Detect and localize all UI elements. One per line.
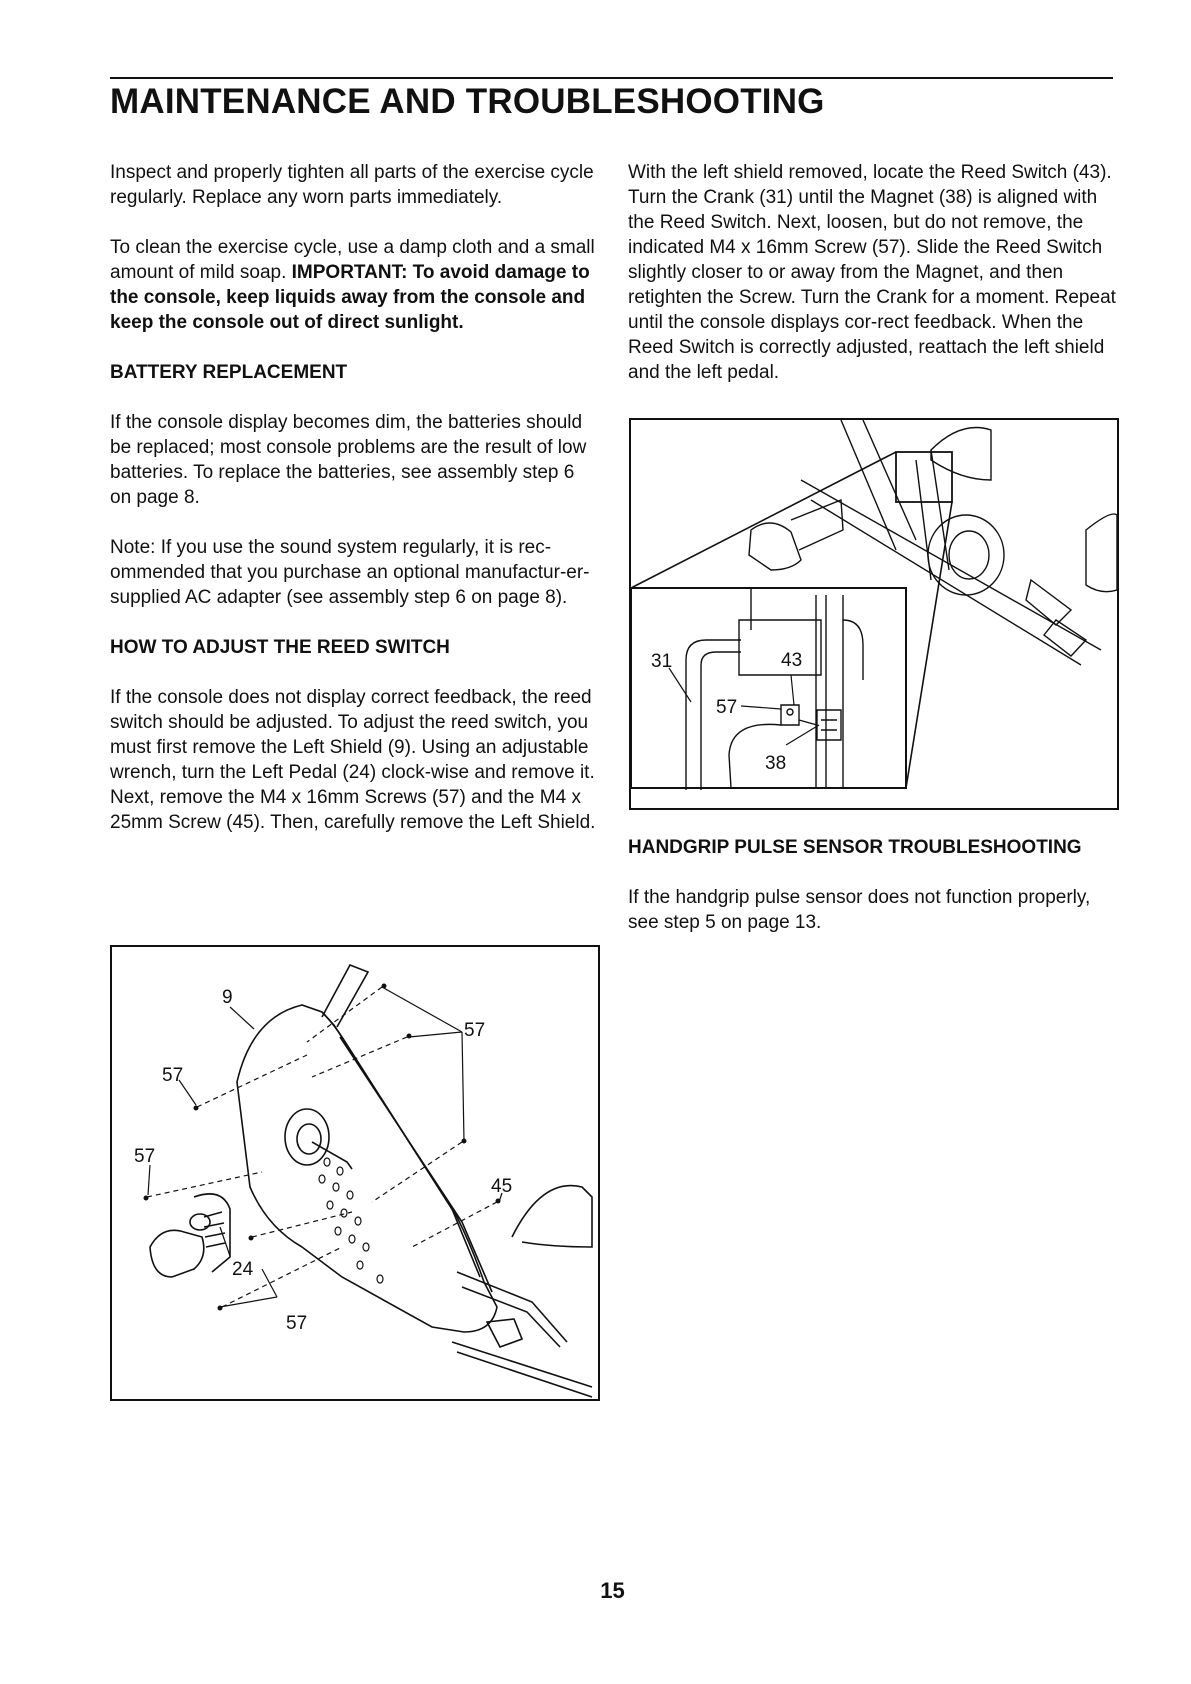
important-warning: IMPORTANT: To avoid damage to the console, keep liquids away from the console and keep the console out of direct sunlight. [110, 262, 590, 333]
battery-heading: BATTERY REPLACEMENT [110, 362, 348, 383]
page-title: MAINTENANCE AND TROUBLESHOOTING [110, 82, 825, 121]
seat-shape [512, 1186, 592, 1247]
shield-holes [319, 1158, 383, 1283]
frame-tube [457, 1272, 567, 1347]
callout-screw-57-bottom: 57 [286, 1313, 308, 1334]
callout-screw-57-upper-left: 57 [162, 1065, 184, 1086]
callout-magnet-38: 38 [765, 753, 787, 774]
shield-removal-drawing [112, 947, 598, 1399]
callout-pedal-24: 24 [232, 1259, 254, 1280]
reed-switch-paragraph-2: With the left shield removed, locate the Reed Switch (43). Turn the Crank (31) until the Magnet (38) is aligned with the Reed Switch. Next, loosen, but do not remove, the indicated M4 x 16mm Screw (57). Slide the Reed Switch slightly closer to or away from the Magnet, and then retighten the Screw. Turn the Crank for a moment. Repeat until the console displays cor-rect feedback. When the Reed Switch is correctly adjusted, reattach the left shield and the left pedal. [628, 162, 1116, 383]
left-column [110, 160, 600, 860]
reed-switch-heading: HOW TO ADJUST THE REED SWITCH [110, 637, 450, 658]
reed-switch-figure [629, 418, 1119, 810]
adapter-note: Note: If you use the sound system regularly, it is rec-ommended that you purchase an optional manufactur-er-supplied AC adapter (see assembly step 6 on page 8). [110, 537, 590, 608]
right-column [628, 160, 1118, 410]
cleaning-paragraph [110, 235, 600, 335]
callout-shield-9: 9 [222, 987, 233, 1008]
callout-screw-57-top: 57 [464, 1020, 486, 1041]
shield-removal-figure [110, 945, 600, 1401]
pedal-shape [150, 1230, 204, 1277]
adjustment-knob [487, 1319, 522, 1347]
handgrip-heading: HANDGRIP PULSE SENSOR TROUBLESHOOTING [628, 837, 1082, 858]
detail-marker [896, 452, 952, 502]
handgrip-paragraph: If the handgrip pulse sensor does not function properly, see step 5 on page 13. [628, 887, 1091, 933]
callout-reed-switch-43: 43 [781, 650, 803, 671]
handlebar-post [322, 965, 368, 1027]
battery-paragraph: If the console display becomes dim, the batteries should be replaced; most console problems are the result of low batteries. To replace the batteries, see assembly step 6 on page 8. [110, 412, 587, 508]
reed-switch-paragraph-1: If the console does not display correct feedback, the reed switch should be adjusted. To adjust the reed switch, you must first remove the Left Shield (9). Using an adjustable wrench, turn the Left Pedal (24) clock-wise and remove it. Next, remove the M4 x 16mm Screws (57) and the M4 x 25mm Screw (45). Then, carefully remove the Left Shield. [110, 687, 596, 833]
reed-switch-drawing [631, 420, 1117, 808]
handgrip-section [628, 835, 1118, 960]
title-rule [110, 77, 1113, 79]
callout-screw-57-left: 57 [134, 1146, 156, 1167]
crank-opening [285, 1109, 329, 1165]
crank-arm [312, 1142, 352, 1169]
left-shield-outline [237, 1005, 497, 1332]
page-number: 15 [600, 1578, 625, 1603]
cleaning-text: To clean the exercise cycle, use a damp cloth and a small amount of mild soap. [110, 237, 595, 283]
callout-crank-31: 31 [651, 651, 673, 672]
callout-screw-45: 45 [491, 1176, 513, 1197]
callout-screw-57: 57 [716, 697, 738, 718]
inspect-paragraph: Inspect and properly tighten all parts of the exercise cycle regularly. Replace any worn parts immediately. [110, 162, 594, 208]
